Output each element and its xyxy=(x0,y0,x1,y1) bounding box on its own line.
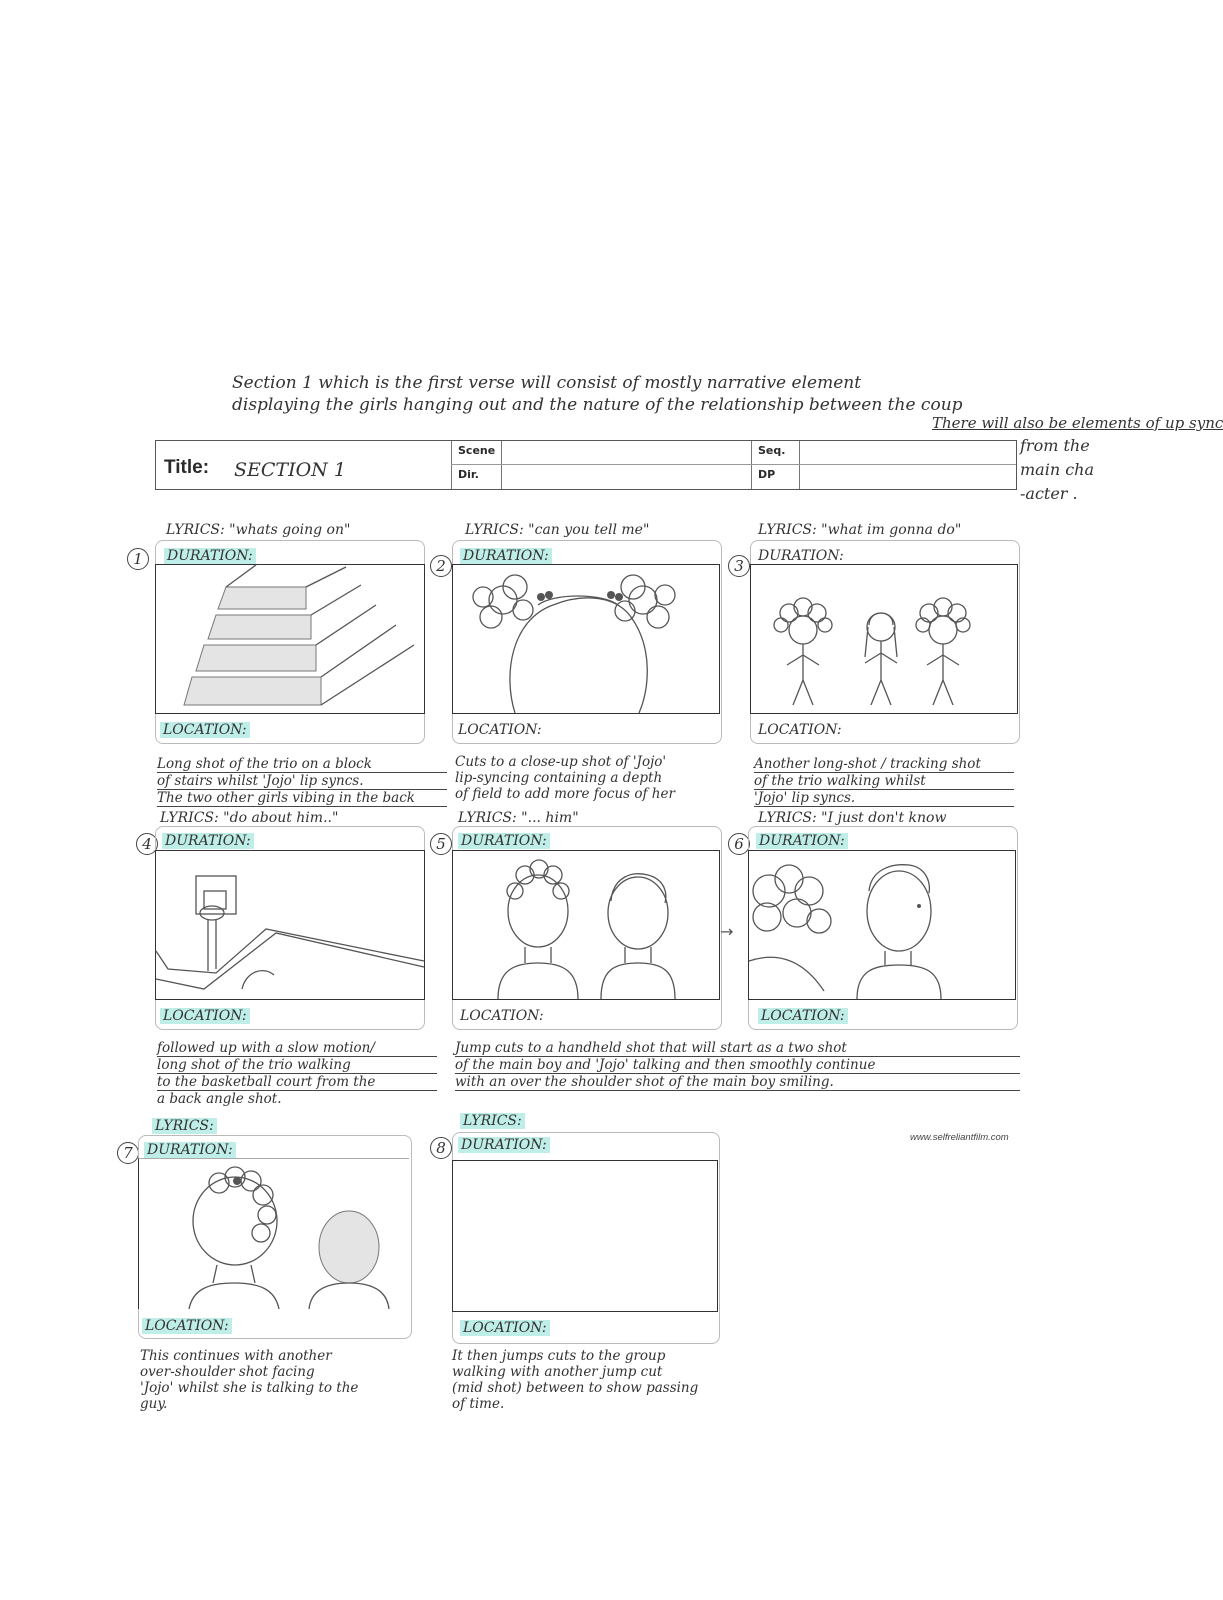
panel-1-location: LOCATION: xyxy=(160,722,250,738)
panel-4-lyrics: LYRICS: "do about him.." xyxy=(160,810,339,826)
panel-5-number: 5 xyxy=(430,833,452,855)
seq-dp-cell xyxy=(751,441,800,489)
panel-6-location: LOCATION: xyxy=(758,1008,848,1024)
panel-2-frame xyxy=(452,564,720,714)
panel-2-duration: DURATION: xyxy=(460,548,552,564)
intro-line-3: There will also be elements of up sync xyxy=(932,414,1223,432)
side-note xyxy=(1020,434,1130,506)
panel-7-duration: DURATION: xyxy=(144,1142,236,1158)
intro-text xyxy=(232,372,1223,432)
panel-7-lyrics: LYRICS: xyxy=(152,1118,217,1134)
panel-3-duration: DURATION: xyxy=(758,548,844,564)
panel-2-lyrics: LYRICS: "can you tell me" xyxy=(465,522,650,538)
panel-5-frame xyxy=(452,850,720,1000)
scene-label: Scene xyxy=(458,444,496,457)
intro-line-1: Section 1 which is the first verse will consist of mostly narrative element xyxy=(232,373,862,393)
panel-1-description: Long shot of the trio on a block of stairs whilst 'Jojo' lip syncs. The two other girls vibing in the back xyxy=(157,756,447,807)
scene-dir-value-cell xyxy=(501,441,752,489)
side-note-line-2: main cha xyxy=(1020,460,1095,479)
side-note-line-1: from the xyxy=(1020,436,1090,455)
panel-5-lyrics: LYRICS: "... him" xyxy=(458,810,579,826)
three-girls-sketch xyxy=(751,565,1017,713)
dir-label: Dir. xyxy=(458,468,479,481)
panel-5-description: Jump cuts to a handheld shot that will start as a two shot of the main boy and 'Jojo' talking and then smoothly continue with an over the shoulder shot of the main boy smiling. xyxy=(455,1040,1020,1091)
panel-4-number: 4 xyxy=(136,833,158,855)
intro-line-2: displaying the girls hanging out and the nature of the relationship between the coup xyxy=(232,395,963,415)
two-shot-sketch xyxy=(453,851,719,999)
panel-4-location: LOCATION: xyxy=(160,1008,250,1024)
panel-2-description: Cuts to a close-up shot of 'Jojo' lip-syncing containing a depth of field to add more focus of her xyxy=(455,754,675,802)
panel-3-lyrics: LYRICS: "what im gonna do" xyxy=(758,522,962,538)
panel-6-lyrics: LYRICS: "I just don't know xyxy=(758,810,947,826)
basketball-court-sketch xyxy=(156,851,424,999)
panel-2-location: LOCATION: xyxy=(458,722,542,738)
panel-2-number: 2 xyxy=(430,555,452,577)
side-note-line-3: -acter . xyxy=(1020,484,1078,503)
seq-label: Seq. xyxy=(758,444,786,457)
panel-1-duration: DURATION: xyxy=(164,548,256,564)
talking-to-guy-sketch xyxy=(139,1159,409,1309)
seq-dp-value-cell xyxy=(799,441,1015,489)
panel-6-frame xyxy=(748,850,1016,1000)
watermark: www.selfreliantfilm.com xyxy=(910,1132,1009,1143)
panel-6-number: 6 xyxy=(728,833,750,855)
panel-7-location: LOCATION: xyxy=(142,1318,232,1334)
panel-3-number: 3 xyxy=(728,555,750,577)
panel-1-number: 1 xyxy=(127,548,149,570)
panel-8-description: It then jumps cuts to the group walking with another jump cut (mid shot) between to show passing of time. xyxy=(452,1348,699,1412)
panel-8-location: LOCATION: xyxy=(460,1320,550,1336)
panel-4-frame xyxy=(155,850,425,1000)
panel-5-location: LOCATION: xyxy=(460,1008,544,1024)
dp-label: DP xyxy=(758,468,776,481)
panel-4-description: followed up with a slow motion/ long shot of the trio walking to the basketball court from the a back angle shot. xyxy=(157,1040,437,1107)
stairs-sketch xyxy=(156,565,424,713)
panel-8-number: 8 xyxy=(430,1137,452,1159)
panel-3-description: Another long-shot / tracking shot of the trio walking whilst 'Jojo' lip syncs. xyxy=(754,756,1014,807)
over-shoulder-sketch xyxy=(749,851,1015,999)
panel-5-duration: DURATION: xyxy=(458,833,550,849)
panel-8-duration: DURATION: xyxy=(458,1137,550,1153)
panel-8-frame xyxy=(452,1160,718,1312)
title-table-divider xyxy=(451,464,1016,465)
panel-1-frame xyxy=(155,564,425,714)
panel-7-description: This continues with another over-shoulder shot facing 'Jojo' whilst she is talking to the guy. xyxy=(140,1348,359,1412)
panel-1-lyrics: LYRICS: "whats going on" xyxy=(166,522,351,538)
panel-8-lyrics: LYRICS: xyxy=(460,1113,525,1129)
panel-3-frame xyxy=(750,564,1018,714)
transition-arrow-icon: → xyxy=(720,922,734,941)
title-table xyxy=(155,440,1017,490)
closeup-head-sketch xyxy=(453,565,719,713)
panel-7-frame xyxy=(138,1158,409,1309)
scene-dir-cell xyxy=(451,441,502,489)
panel-4-duration: DURATION: xyxy=(162,833,254,849)
panel-7-number: 7 xyxy=(117,1142,139,1164)
panel-3-location: LOCATION: xyxy=(758,722,842,738)
title-label: Title: xyxy=(164,457,210,478)
title-value: SECTION 1 xyxy=(234,459,346,481)
panel-6-duration: DURATION: xyxy=(756,833,848,849)
